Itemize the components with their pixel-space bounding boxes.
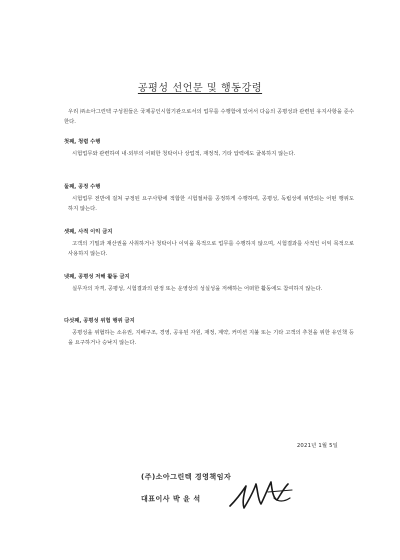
section-heading: 둘째, 공정 수행 xyxy=(64,184,101,190)
section-2 xyxy=(64,183,354,214)
section-body: 공평성을 위협하는 소유권, 지배구조, 경영, 공유된 자원, 재정, 계약, 커미션 지불 또는 기타 고객의 추천을 위한 유인책 등을 요구하거나 승낙지 않는다. xyxy=(68,330,354,346)
section-body: 실무자의 자격, 공평성, 시험결과의 판정 또는 운영상의 성실성을 저해하는 어떠한 활동에도 참여하지 않는다. xyxy=(72,286,323,292)
section-body: 시험업무 전반에 걸쳐 규정된 요구사항에 적합한 시험절차를 공정하게 수행하며, 공평성, 독립성에 위반되는 어떤 행위도 하지 않는다. xyxy=(68,196,354,212)
signature-icon xyxy=(228,478,294,512)
company-name: (주)소아그린텍 경영책임자 xyxy=(141,473,232,481)
section-4 xyxy=(64,273,354,295)
section-body: 시험업무와 관련하여 내·외부의 어떠한 청탁이나 상업적, 재정적, 기타 압력에도 굴복하지 않는다. xyxy=(72,151,296,157)
intro-paragraph: 우리 ㈜소아그린텍 구성원들은 국제공인시험기관으로서의 업무를 수행함에 있어서 다음의 공평성과 관련된 유지사항을 준수한다. xyxy=(64,109,354,125)
section-1 xyxy=(64,138,354,160)
representative-name: 대표이사 박 윤 석 xyxy=(141,495,201,503)
section-body: 고객의 기밀과 재산권을 사취하거나 청탁이나 이익을 목적으로 업무를 수행하지 않으며, 시험결과를 사적인 이익 목적으로 사용하지 않는다. xyxy=(68,241,354,257)
section-5 xyxy=(64,317,354,348)
document-date: 2021년 1월 5일 xyxy=(296,443,338,449)
document-title: 공평성 선언문 및 행동강령 xyxy=(137,83,263,94)
section-heading: 첫째, 청렴 수행 xyxy=(64,139,101,145)
section-heading: 다섯째, 공평성 위험 행위 금지 xyxy=(64,318,135,324)
section-heading: 셋째, 사적 이익 금지 xyxy=(64,229,113,235)
section-heading: 넷째, 공평성 저해 활동 금지 xyxy=(64,274,130,280)
section-3 xyxy=(64,228,354,259)
